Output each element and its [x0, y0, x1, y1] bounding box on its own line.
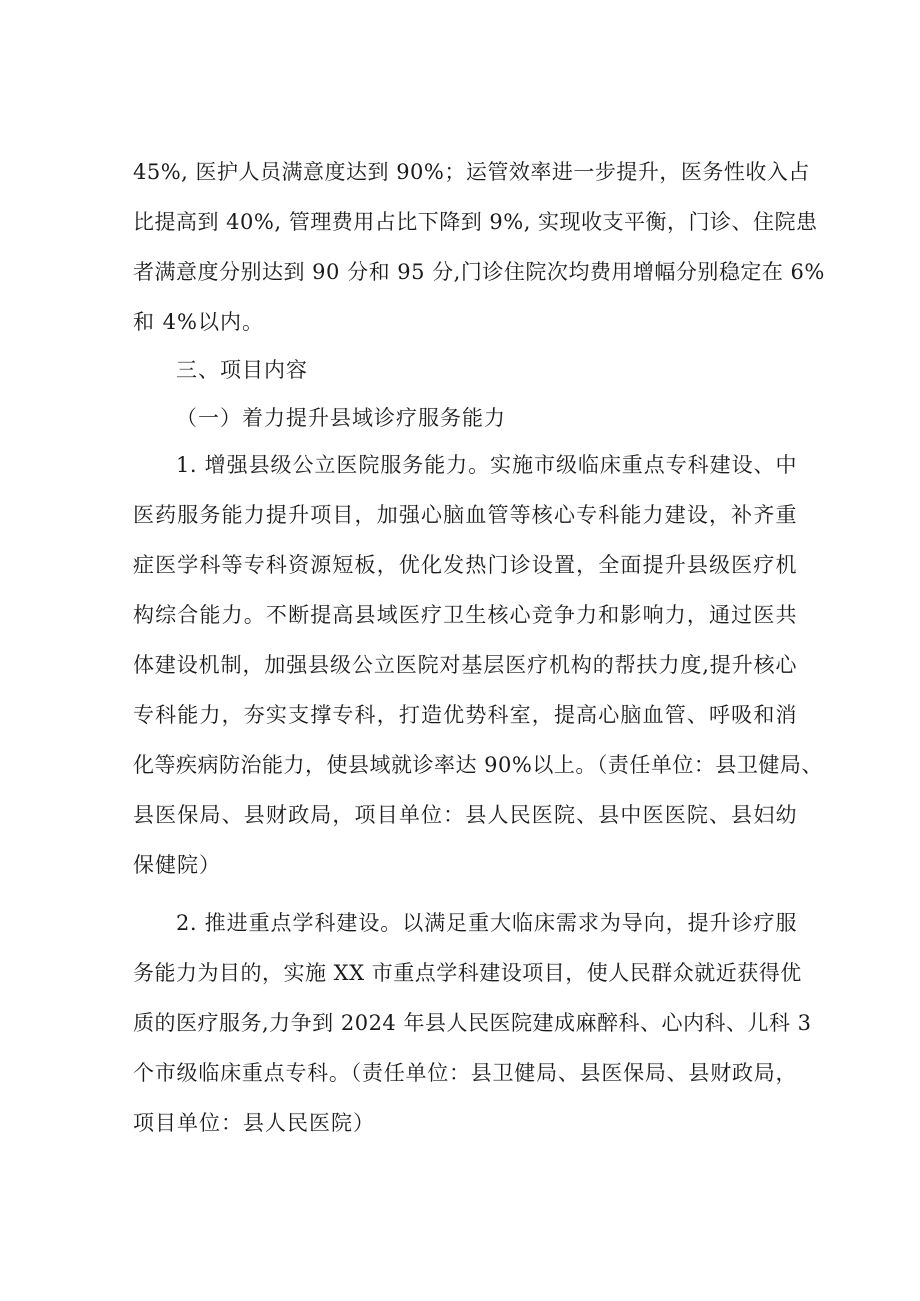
- paragraph-line: 45%, 医护人员满意度达到 90%；运管效率进一步提升，医务性收入占: [133, 160, 810, 184]
- item1-line: 县医保局、县财政局，项目单位：县人民医院、县中医医院、县妇幼: [133, 803, 797, 827]
- item2-line: 个市级临床重点专科。（责任单位：县卫健局、县医保局、县财政局，: [133, 1061, 797, 1085]
- item1-line: 专科能力，夯实支撑专科，打造优势科室，提高心脑血管、呼吸和消: [133, 703, 797, 727]
- item1-line: 体建设机制，加强县级公立医院对基层医疗机构的帮扶力度,提升核心: [133, 653, 797, 677]
- item2-line: 项目单位：县人民医院）: [133, 1111, 375, 1135]
- item1-line: 1. 增强县级公立医院服务能力。实施市级临床重点专科建设、中: [176, 453, 797, 477]
- paragraph-line: 者满意度分别达到 90 分和 95 分,门诊住院次均费用增幅分别稳定在 6%: [133, 260, 825, 284]
- item2-line: 务能力为目的，实施 XX 市重点学科建设项目，使人民群众就近获得优: [133, 961, 802, 985]
- item2-line: 质的医疗服务,力争到 2024 年县人民医院建成麻醉科、心内科、儿科 3: [133, 1011, 812, 1035]
- paragraph-line: 和 4%以内。: [133, 310, 264, 334]
- item2-line: 2. 推进重点学科建设。以满足重大临床需求为导向，提升诊疗服: [176, 911, 797, 935]
- item1-line: 症医学科等专科资源短板，优化发热门诊设置，全面提升县级医疗机: [133, 553, 797, 577]
- section-heading: 三、项目内容: [176, 358, 308, 382]
- paragraph-line: 比提高到 40%, 管理费用占比下降到 9%, 实现收支平衡，门诊、住院患: [133, 210, 818, 234]
- item1-line: 构综合能力。不断提高县域医疗卫生核心竞争力和影响力，通过医共: [133, 603, 797, 627]
- item1-line: 保健院）: [133, 853, 221, 877]
- item1-line: 医药服务能力提升项目，加强心脑血管等核心专科能力建设，补齐重: [133, 503, 797, 527]
- item1-line: 化等疾病防治能力，使县域就诊率达 90%以上。（责任单位：县卫健局、: [133, 753, 823, 777]
- subsection-heading: （一）着力提升县域诊疗服务能力: [176, 406, 506, 430]
